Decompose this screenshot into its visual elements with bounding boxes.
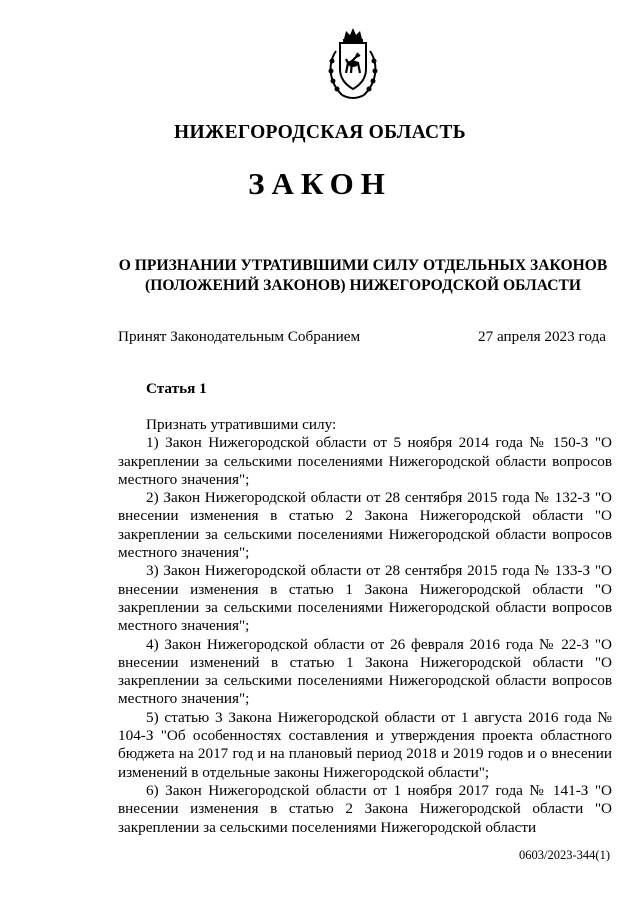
list-item: 6) Закон Нижегородской области от 1 ноября 2017 года № 141-З "О внесении изменения в статью 2 Закона Нижегородской области "О закреплении за сельскими поселениями Нижегородской области — [118, 781, 612, 836]
coat-of-arms-icon — [322, 25, 384, 101]
document-code: 0603/2023-344(1) — [519, 848, 610, 862]
title-line-1: О ПРИЗНАНИИ УТРАТИВШИМИ СИЛУ ОТДЕЛЬНЫХ ЗАКОНОВ — [118, 257, 608, 274]
article-heading: Статья 1 — [146, 380, 207, 397]
title-line-2: (ПОЛОЖЕНИЙ ЗАКОНОВ) НИЖЕГОРОДСКОЙ ОБЛАСТИ — [145, 277, 581, 294]
list-item: 1) Закон Нижегородской области от 5 ноября 2014 года № 150-З "О закреплении за сельскими поселениями Нижегородской области вопросов местного значения"; — [118, 434, 612, 488]
adoption-date: 27 апреля 2023 года — [478, 328, 606, 345]
region-name: НИЖЕГОРОДСКАЯ ОБЛАСТЬ — [174, 122, 466, 143]
list-item: 4) Закон Нижегородской области от 26 февраля 2016 года № 22-З "О внесении изменений в статью 1 Закона Нижегородской области "О закреплении за сельскими поселениями Нижегородской области вопросов местного значения"; — [118, 635, 612, 708]
list-item: 2) Закон Нижегородской области от 28 сентября 2015 года № 132-З "О внесении изменения в статью 2 Закона Нижегородской области "О закреплении за сельскими поселениями Нижегородской области вопросов местного значения"; — [118, 489, 612, 562]
article-body — [118, 416, 612, 837]
list-item: 3) Закон Нижегородской области от 28 сентября 2015 года № 133-З "О внесении изменения в статью 1 Закона Нижегородской области "О закреплении за сельскими поселениями Нижегородской области вопросов местного значения"; — [118, 562, 612, 635]
adoption-info — [118, 328, 606, 346]
document-title — [0, 256, 640, 296]
article-intro: Признать утратившими силу: — [146, 416, 337, 433]
adoption-label: Принят Законодательным Собранием — [118, 328, 361, 345]
list-item: 5) статью 3 Закона Нижегородской области от 1 августа 2016 года № 104-З "Об особенностях составления и утверждения проекта областного бюджета на 2017 год и на плановый период 2018 и 2019 годов и о внесении изменений в отдельные законы Нижегородской области"; — [118, 708, 612, 781]
document-type: ЗАКОН — [248, 166, 392, 201]
